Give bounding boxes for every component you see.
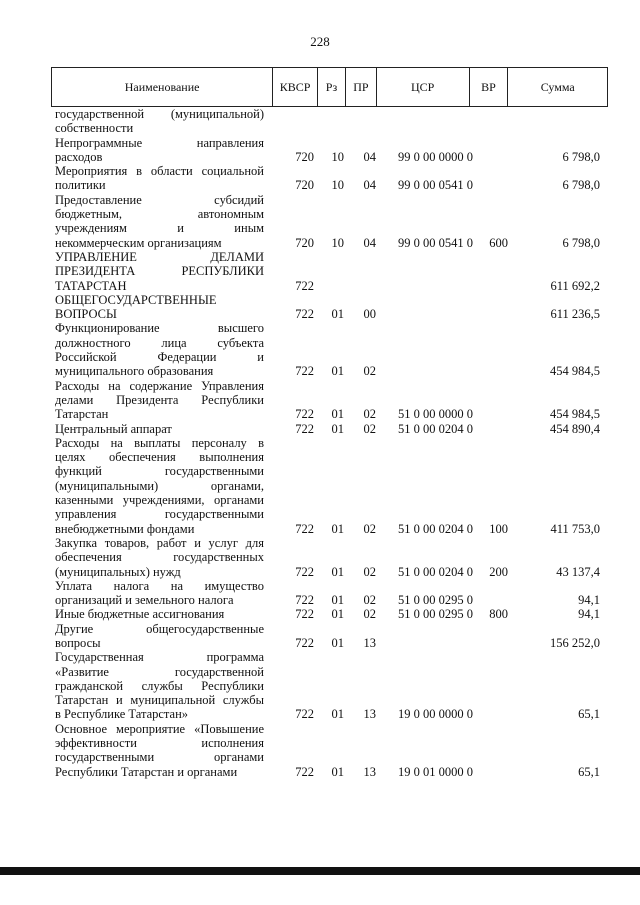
table-row — [55, 136, 600, 165]
row-name-line: Российской Федерации и — [55, 350, 264, 365]
table-body — [55, 107, 600, 779]
header-rz: Рз — [318, 68, 346, 106]
row-pr: 02 — [363, 521, 376, 536]
table-row — [55, 250, 600, 293]
row-pr: 02 — [363, 407, 376, 422]
row-name-line: Другие общегосударственные — [55, 621, 264, 636]
row-rz: 10 — [331, 178, 344, 193]
row-name-line: управления государственными — [55, 507, 264, 522]
row-sum: 6 798,0 — [562, 149, 600, 164]
row-sum: 94,1 — [578, 593, 600, 608]
header-pr: ПР — [346, 68, 377, 106]
row-pr: 02 — [363, 607, 376, 622]
row-kvsr: 722 — [295, 564, 314, 579]
row-sum: 43 137,4 — [556, 564, 600, 579]
row-name — [55, 293, 264, 322]
row-name-line: расходов — [55, 149, 103, 164]
table-row — [55, 293, 600, 322]
row-name-line: Закупка товаров, работ и услуг для — [55, 535, 264, 550]
row-rz: 01 — [331, 707, 344, 722]
row-name-line: (муниципальных) нужд — [55, 564, 181, 579]
row-name-line: учреждениям и иным — [55, 221, 264, 236]
table-row — [55, 722, 600, 779]
row-kvsr: 720 — [295, 178, 314, 193]
row-name-line: Расходы на содержание Управления — [55, 378, 264, 393]
row-name — [55, 164, 264, 193]
row-kvsr: 722 — [295, 764, 314, 779]
table-row — [55, 622, 600, 651]
row-name-line: обеспечения государственных — [55, 550, 264, 565]
row-name-line: государственной (муниципальной) — [55, 107, 264, 121]
row-name-line: некоммерческим организациям — [55, 235, 222, 250]
row-sum: 6 798,0 — [562, 235, 600, 250]
row-kvsr: 722 — [295, 364, 314, 379]
table-header — [51, 67, 608, 107]
row-sum: 611 236,5 — [550, 307, 600, 322]
row-name-line: государственными органами — [55, 750, 264, 765]
table-row — [55, 379, 600, 422]
row-kvsr: 722 — [295, 707, 314, 722]
row-name — [55, 607, 264, 621]
row-pr: 04 — [363, 149, 376, 164]
row-name — [55, 250, 264, 293]
row-sum: 6 798,0 — [562, 178, 600, 193]
row-name-line: организаций и земельного налога — [55, 593, 234, 608]
row-rz: 01 — [331, 593, 344, 608]
row-name — [55, 650, 264, 721]
row-kvsr: 722 — [295, 521, 314, 536]
row-csr: 19 0 01 0000 0 — [398, 764, 473, 779]
row-name — [55, 193, 264, 250]
row-name-line: Центральный аппарат — [55, 421, 172, 436]
row-pr: 13 — [363, 635, 376, 650]
row-rz: 01 — [331, 421, 344, 436]
row-name — [55, 136, 264, 165]
row-pr: 13 — [363, 707, 376, 722]
row-name-line: Государственная программа — [55, 650, 264, 665]
row-name-line: Основное мероприятие «Повышение — [55, 721, 264, 736]
row-pr: 02 — [363, 593, 376, 608]
row-rz: 01 — [331, 407, 344, 422]
row-vr: 200 — [489, 564, 508, 579]
row-name — [55, 321, 264, 378]
row-pr: 04 — [363, 235, 376, 250]
row-csr: 51 0 00 0204 0 — [398, 521, 473, 536]
row-name — [55, 379, 264, 422]
table-row — [55, 607, 600, 621]
row-csr: 99 0 00 0541 0 — [398, 235, 473, 250]
row-sum: 454 984,5 — [550, 364, 600, 379]
row-name-line: гражданской службы Республики — [55, 678, 264, 693]
row-kvsr: 720 — [295, 149, 314, 164]
row-vr: 800 — [489, 607, 508, 622]
table-row — [55, 164, 600, 193]
row-name-line: Мероприятия в области социальной — [55, 164, 264, 179]
row-rz: 10 — [331, 235, 344, 250]
row-pr: 13 — [363, 764, 376, 779]
row-name-line: ПРЕЗИДЕНТА РЕСПУБЛИКИ — [55, 264, 264, 279]
row-name-line: ТАТАРСТАН — [55, 278, 127, 293]
row-name-line: политики — [55, 178, 106, 193]
table-row — [55, 422, 600, 436]
row-pr: 02 — [363, 364, 376, 379]
row-rz: 01 — [331, 307, 344, 322]
row-name — [55, 436, 264, 536]
row-kvsr: 722 — [295, 607, 314, 622]
row-vr: 600 — [489, 235, 508, 250]
header-sum: Сумма — [540, 79, 575, 94]
row-csr: 51 0 00 0204 0 — [398, 421, 473, 436]
row-csr: 51 0 00 0000 0 — [398, 407, 473, 422]
row-rz: 01 — [331, 564, 344, 579]
row-name-line: Республики Татарстан и органами — [55, 764, 238, 779]
row-name-line: бюджетным, автономным — [55, 207, 264, 222]
row-rz: 01 — [331, 521, 344, 536]
row-name — [55, 107, 264, 136]
table-row — [55, 436, 600, 536]
row-kvsr: 720 — [295, 235, 314, 250]
row-vr: 100 — [489, 521, 508, 536]
row-sum: 454 984,5 — [550, 407, 600, 422]
row-sum: 65,1 — [578, 764, 600, 779]
row-kvsr: 722 — [295, 421, 314, 436]
table-row — [55, 536, 600, 579]
row-name — [55, 622, 264, 651]
row-name-line: УПРАВЛЕНИЕ ДЕЛАМИ — [55, 249, 264, 264]
row-csr: 99 0 00 0000 0 — [398, 149, 473, 164]
row-rz: 01 — [331, 635, 344, 650]
row-name — [55, 422, 264, 436]
row-name-line: функций государственными — [55, 464, 264, 479]
row-name-line: вопросы — [55, 635, 101, 650]
row-name-line: Функционирование высшего — [55, 321, 264, 336]
row-csr: 51 0 00 0295 0 — [398, 593, 473, 608]
row-kvsr: 722 — [295, 278, 314, 293]
row-csr: 19 0 00 0000 0 — [398, 707, 473, 722]
table-row — [55, 650, 600, 721]
row-kvsr: 722 — [295, 593, 314, 608]
row-name-line: Татарстан и муниципальной службы — [55, 693, 264, 708]
row-name-line: целях обеспечения выполнения — [55, 450, 264, 465]
row-name-line: эффективности исполнения — [55, 736, 264, 751]
page-number: 228 — [310, 34, 330, 49]
table-row — [55, 321, 600, 378]
row-name-line: «Развитие государственной — [55, 664, 264, 679]
row-kvsr: 722 — [295, 635, 314, 650]
row-pr: 04 — [363, 178, 376, 193]
row-rz: 01 — [331, 764, 344, 779]
row-name-line: внебюджетными фондами — [55, 521, 195, 536]
row-csr: 99 0 00 0541 0 — [398, 178, 473, 193]
row-csr: 51 0 00 0295 0 — [398, 607, 473, 622]
table-row — [55, 107, 600, 136]
row-name-line: (муниципальными) органами, — [55, 478, 264, 493]
row-name-line: Расходы на выплаты персоналу в — [55, 435, 264, 450]
header-vr: ВР — [470, 68, 509, 106]
scan-edge-bar — [0, 867, 640, 875]
row-name-line: делами Президента Республики — [55, 392, 264, 407]
row-rz: 01 — [331, 364, 344, 379]
row-rz: 10 — [331, 149, 344, 164]
row-name-line: должностного лица субъекта — [55, 335, 264, 350]
row-name-line: Уплата налога на имущество — [55, 578, 264, 593]
row-sum: 454 890,4 — [550, 421, 600, 436]
row-name-line: ОБЩЕГОСУДАРСТВЕННЫЕ — [55, 292, 217, 307]
row-name — [55, 722, 264, 779]
table-row — [55, 579, 600, 608]
row-name-line: собственности — [55, 121, 134, 136]
table-row — [55, 193, 600, 250]
row-pr: 02 — [363, 564, 376, 579]
row-sum: 65,1 — [578, 707, 600, 722]
row-pr: 00 — [363, 307, 376, 322]
row-sum: 156 252,0 — [550, 635, 600, 650]
row-sum: 411 753,0 — [550, 521, 600, 536]
row-name-line: Татарстан — [55, 407, 109, 422]
row-name — [55, 579, 264, 608]
row-pr: 02 — [363, 421, 376, 436]
row-name-line: в Республике Татарстан» — [55, 707, 189, 722]
row-name-line: муниципального образования — [55, 364, 214, 379]
row-name-line: ВОПРОСЫ — [55, 307, 117, 322]
header-csr: ЦСР — [377, 68, 470, 106]
row-rz: 01 — [331, 607, 344, 622]
row-name — [55, 536, 264, 579]
row-name-line: Иные бюджетные ассигнования — [55, 607, 225, 622]
row-name-line: Непрограммные направления — [55, 135, 264, 150]
row-sum: 611 692,2 — [550, 278, 600, 293]
header-kvsr: КВСР — [273, 68, 318, 106]
row-sum: 94,1 — [578, 607, 600, 622]
row-name-line: Предоставление субсидий — [55, 192, 264, 207]
row-kvsr: 722 — [295, 407, 314, 422]
row-name-line: казенными учреждениями, органами — [55, 493, 264, 508]
header-name: Наименование — [52, 68, 273, 106]
row-csr: 51 0 00 0204 0 — [398, 564, 473, 579]
row-kvsr: 722 — [295, 307, 314, 322]
